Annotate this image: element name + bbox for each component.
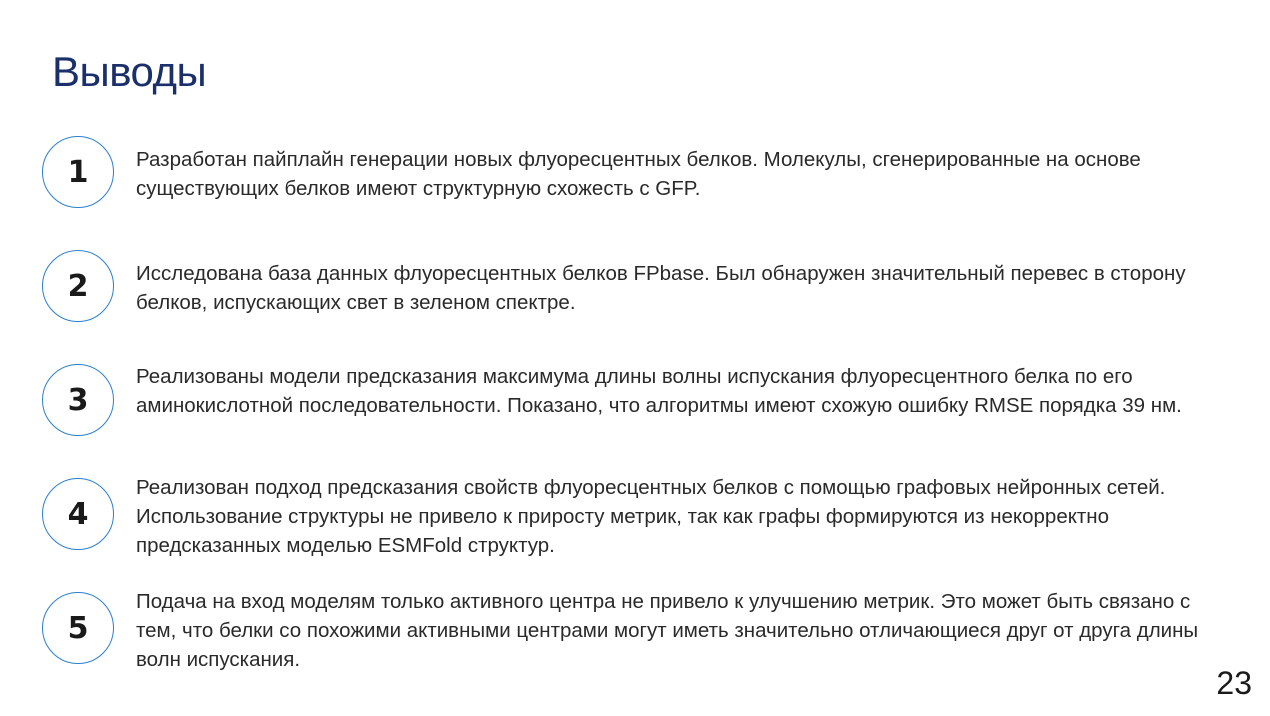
slide-title: Выводы [52,48,207,95]
number-circle: 1 [42,136,114,208]
conclusion-text: Разработан пайплайн генерации новых флуоресцентных белков. Молекулы, сгенерированные на основе существующих белков имеют структурную схожесть с GFP. [136,148,1141,200]
number-circle: 4 [42,478,114,550]
number-circle: 3 [42,364,114,436]
conclusion-text: Исследована база данных флуоресцентных белков FPbase. Был обнаружен значительный перевес в сторону белков, испускающих свет в зеленом спектре. [136,262,1186,314]
conclusion-text: Реализован подход предсказания свойств флуоресцентных белков с помощью графовых нейронных сетей. Использование структуры не привело к приросту метрик, так как графы формируются из некорректно предсказанных моделью ESMFold структур. [136,476,1166,557]
number-circle: 2 [42,250,114,322]
page-number: 23 [1216,665,1252,701]
conclusion-text: Реализованы модели предсказания максимума длины волны испускания флуоресцентного белка по его аминокислотной последовательности. Показано, что алгоритмы имеют схожую ошибку RMSE порядка 39 нм. [136,365,1182,417]
conclusion-text: Подача на вход моделям только активного центра не привело к улучшению метрик. Это может быть связано с тем, что белки со похожими активными центрами могут иметь значительно отличающиеся друг от друга длины волн испускания. [136,590,1199,671]
number-circle: 5 [42,592,114,664]
